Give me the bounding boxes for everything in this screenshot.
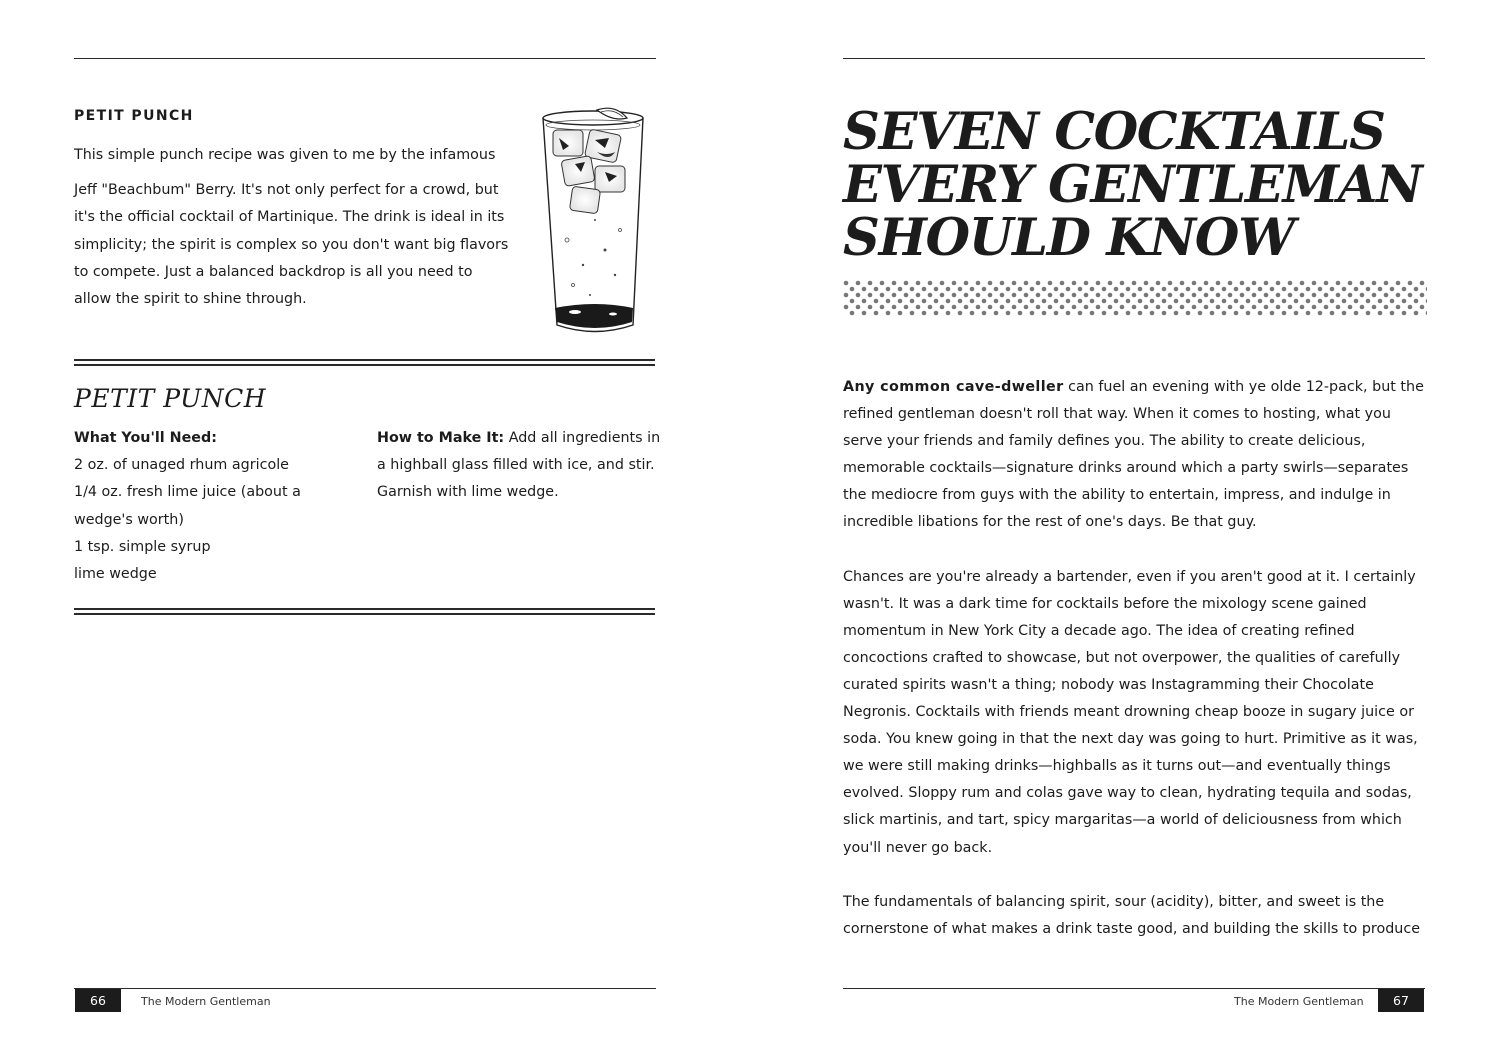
how-text: Add all ingredients in a highball glass filled with ice, and stir. Garnish with lime wedge. [377,430,661,501]
paragraph-2: Chances are you're already a bartender, even if you aren't good at it. I certainly wasn't. It was a dark time for cocktails before the mixology scene gained momentum in New York City a decade ago. The idea of creating refined concoctions crafted to showcase, but not overpower, the qualities of carefully curated spirits wasn't a thing; nobody was Instagramming their Chocolate Negronis. Cocktails with friends meant drowning cheap booze in sugary juice or soda. You knew going in that the next day was going to hurt. Primitive as it was, we were still making drinks—highballs as it turns out—and eventually things evolved. Sloppy rum and colas gave way to clean, hydrating tequila and sodas, slick martinis, and tart, spicy margaritas—a world of deliciousness from which you'll never go back. [843,568,1418,856]
intro-line-1: This simple punch recipe was given to me by the infamous [74,147,496,163]
top-rule-right [843,58,1425,59]
halftone-dot-band [843,280,1427,316]
ingredient-item: 1 tsp. simple syrup [74,538,211,555]
footer-rule-right [843,988,1425,989]
ingredient-item: 1/4 oz. fresh lime juice (about a wedge's worth) [74,484,301,528]
page-number-left: 66 [75,989,121,1012]
footer-title-left: The Modern Gentleman [141,995,271,1008]
ingredient-item: 2 oz. of unaged rhum agricole [74,457,289,474]
instructions [377,425,662,507]
paragraph-3: The fundamentals of balancing spirit, sour (acidity), bitter, and sweet is the cornerstone of what makes a drink taste good, and building the skills to produce [843,893,1420,937]
recipe-heading: PETIT PUNCH [74,108,194,124]
title-line-1: SEVEN COCKTAILS [843,102,1385,162]
ingredients-list [74,425,334,588]
double-rule-upper [74,359,655,366]
paragraph-1-text: can fuel an evening with ye olde 12-pack, but the refined gentleman doesn't roll that way. When it comes to hosting, what you serve your friends and family defines you. The ability to create delicious, memorable cocktails—signature drinks around which a party swirls—separates the mediocre from guys with the ability to entertain, impress, and indulge in incredible libations for the rest of one's days. Be that guy. [843,379,1424,531]
footer-rule-left [74,988,656,989]
body-text [843,374,1433,970]
needs-label: What You'll Need: [74,430,217,446]
intro-rest: Jeff "Beachbum" Berry. It's not only perfect for a crowd, but it's the official cocktail of Martinique. The drink is ideal in its simplicity; the spirit is complex so you don't want big flavors to compete. Just a balanced backdrop is all you need to allow the spirit to shine through. [74,182,509,308]
paragraph-1 [843,374,1433,537]
page-number-right: 67 [1378,989,1424,1012]
ingredient-item: lime wedge [74,566,157,583]
chapter-title [843,102,1483,268]
recipe-title: PETIT PUNCH [74,384,266,413]
title-line-3: SHOULD KNOW [843,208,1295,268]
highball-glass-illustration [535,100,655,340]
top-rule-left [74,58,656,59]
how-label: How to Make It: [377,430,505,446]
double-rule-lower [74,608,655,615]
recipe-intro [74,142,514,313]
footer-title-right: The Modern Gentleman [1234,995,1364,1008]
title-line-2: EVERY GENTLEMAN [843,155,1422,215]
lead-in: Any common cave-dweller [843,379,1064,395]
